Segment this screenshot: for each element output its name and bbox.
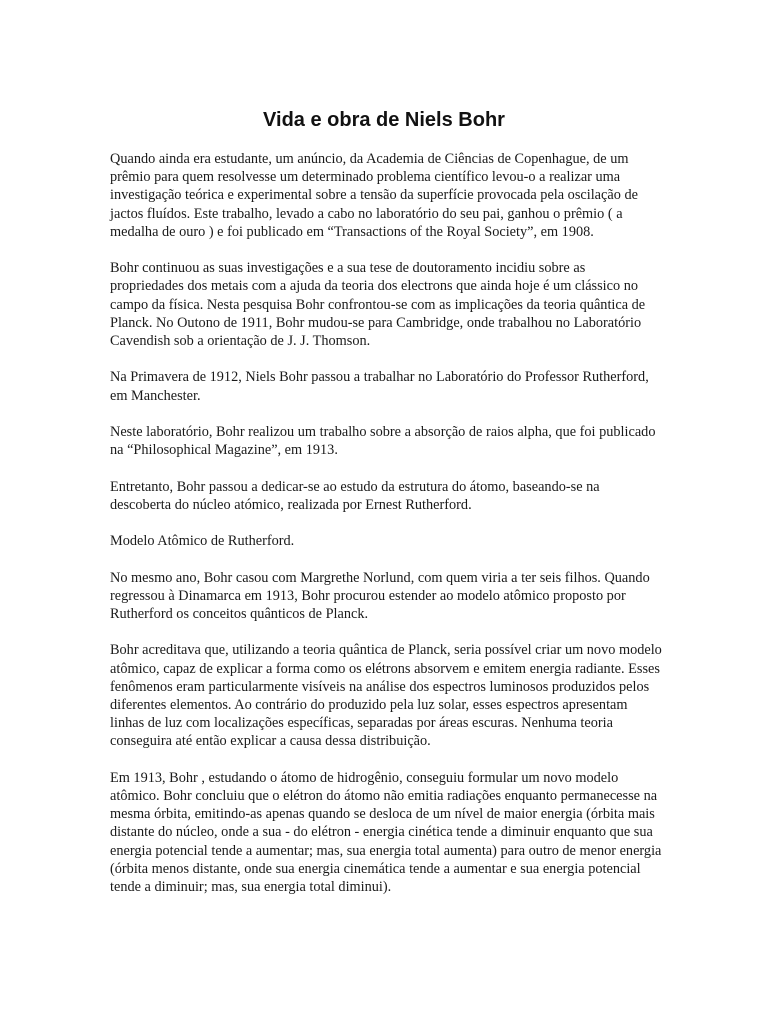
section-heading-rutherford-model: Modelo Atômico de Rutherford. [110,533,295,550]
paragraph-5: Entretanto, Bohr passou a dedicar-se ao estudo da estrutura do átomo, baseando-se na descoberta do núcleo atómico, realizada por Ernest Rutherford. [110,478,600,513]
paragraph-3: Na Primavera de 1912, Niels Bohr passou a trabalhar no Laboratório do Professor Rutherford, em Manchester. [110,369,649,404]
paragraph-2: Bohr continuou as suas investigações e a sua tese de doutoramento incidiu sobre as propriedades dos metais com a ajuda da teoria dos electrons que ainda hoje é um clássico no campo da física. Nesta pesquisa Bohr confrontou-se com as implicações da teoria quântica de Planck. No Outono de 1911, Bohr mudou-se para Cambridge, onde trabalhou no Laboratório Cavendish sob a orientação de J. J. Thomson. [110,260,646,350]
paragraph-6: No mesmo ano, Bohr casou com Margrethe Norlund, com quem viria a ter seis filhos. Quando regressou à Dinamarca em 1913, Bohr procurou estender ao modelo atômico proposto por Rutherford os conceitos quânticos de Planck. [110,569,650,622]
paragraph-1: Quando ainda era estudante, um anúncio, da Academia de Ciências de Copenhague, de um prêmio para quem resolvesse um determinado problema científico levou-o a realizar uma investigação teórica e experimental sobre a tensão da superfície provocada pela oscilação de jactos fluídos. Este trabalho, levado a cabo no laboratório do seu pai, ganhou o prêmio ( a medalha de ouro ) e foi publicado em “Transactions of the Royal Society”, em 1908. [110,151,638,240]
document-body [110,150,662,914]
document-title: Vida e obra de Niels Bohr [263,109,505,131]
paragraph-8: Em 1913, Bohr , estudando o átomo de hidrogênio, conseguiu formular um novo modelo atômico. Bohr concluiu que o elétron do átomo não emitia radiações enquanto permanecesse na mesma órbita, emitindo-as apenas quando se desloca de um nível de maior energia (órbita mais distante do núcleo, onde a sua - do elétron - energia cinética tende a diminuir enquanto que sua energia potencial tende a aumentar; mas, sua energia total aumenta) para outro de menor energia (órbita menos distante, onde sua energia cinemática tende a aumentar e sua energia potencial tende a diminuir; mas, sua energia total diminui). [110,769,662,895]
paragraph-4: Neste laboratório, Bohr realizou um trabalho sobre a absorção de raios alpha, que foi publicado na “Philosophical Magazine”, em 1913. [110,424,656,459]
paragraph-7: Bohr acreditava que, utilizando a teoria quântica de Planck, seria possível criar um novo modelo atômico, capaz de explicar a forma como os elétrons absorvem e emitem energia radiante. Esses fenômenos eram particularmente visíveis na análise dos espectros luminosos produzidos pelos diferentes elementos. Ao contrário do produzido pela luz solar, esses espectros apresentam linhas de luz com localizações específicas, separadas por áreas escuras. Nenhuma teoria conseguira até então explicar a causa dessa distribuição. [110,642,662,750]
